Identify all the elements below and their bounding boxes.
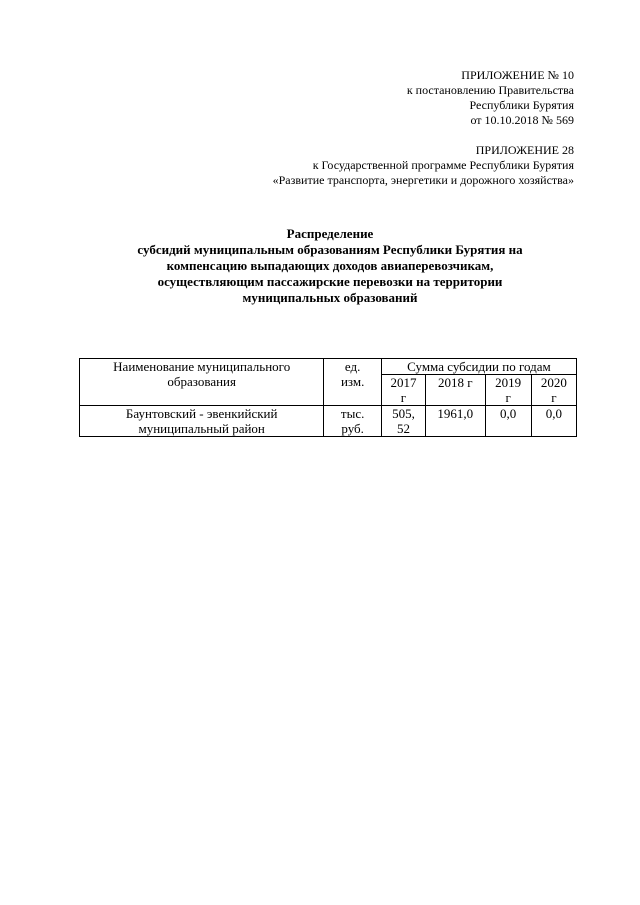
header-year-2020: 2020 г (531, 375, 576, 406)
appendix-10-number: ПРИЛОЖЕНИЕ № 10 (461, 68, 574, 82)
appendix-28-number: ПРИЛОЖЕНИЕ 28 (475, 143, 574, 157)
appendix-28-header (273, 143, 574, 188)
title-line-5: муниципальных образований (242, 290, 418, 305)
header-year-2017: 2017 г (381, 375, 425, 406)
appendix-10-resolution: к постановлению Правительства (406, 83, 574, 97)
appendix-28-program: к Государственной программе Республики Бурятия (312, 158, 574, 172)
subsidy-table (79, 358, 577, 437)
header-unit: ед. изм. (324, 359, 382, 406)
title-line-2: субсидий муниципальным образованиям Республики Бурятия на (137, 242, 523, 257)
title-line-4: осуществляющим пассажирские перевозки на территории (157, 274, 503, 289)
cell-municipality-name: Баунтовский - эвенкийский муниципальный район (80, 406, 324, 437)
cell-value-2020: 0,0 (531, 406, 576, 437)
title-line-1: Распределение (286, 226, 374, 241)
appendix-28-program-name: «Развитие транспорта, энергетики и дорожного хозяйства» (272, 173, 574, 187)
appendix-10-header (407, 68, 574, 128)
cell-value-2018: 1961,0 (426, 406, 486, 437)
document-title (60, 226, 600, 306)
cell-value-2019: 0,0 (485, 406, 531, 437)
cell-value-2017: 505, 52 (381, 406, 425, 437)
header-year-2019: 2019 г (485, 375, 531, 406)
table-header-row-1 (80, 359, 577, 375)
header-year-2018: 2018 г (426, 375, 486, 406)
table-row (80, 406, 577, 437)
appendix-10-date: от 10.10.2018 № 569 (470, 113, 574, 127)
appendix-10-republic: Республики Бурятия (469, 98, 574, 112)
title-line-3: компенсацию выпадающих доходов авиаперевозчикам, (166, 258, 494, 273)
header-subsidy-sum: Сумма субсидии по годам (381, 359, 576, 375)
cell-unit: тыс. руб. (324, 406, 382, 437)
header-municipality-name: Наименование муниципального образования (80, 359, 324, 406)
